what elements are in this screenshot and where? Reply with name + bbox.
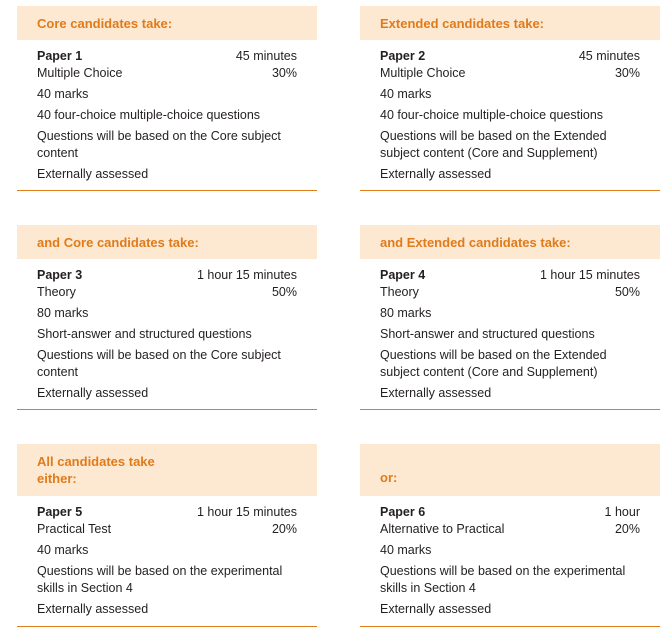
paper-type: Theory <box>380 285 419 299</box>
panel-header: and Core candidates take: <box>17 225 317 259</box>
paper-description: 40 four-choice multiple-choice questions <box>380 108 604 122</box>
paper-type: Practical Test <box>37 522 112 536</box>
paper-weight: 20% <box>271 522 297 536</box>
panel-header <box>17 444 317 496</box>
paper-type: Multiple Choice <box>380 66 466 80</box>
paper-basis-line-2: subject content (Core and Supplement) <box>380 146 598 160</box>
paper-assessment: Externally assessed <box>380 602 492 616</box>
paper-duration: 45 minutes <box>578 49 640 63</box>
paper-description: 40 four-choice multiple-choice questions <box>37 108 261 122</box>
paper-weight: 30% <box>614 66 640 80</box>
paper-title: Paper 3 <box>37 268 83 282</box>
paper-basis-line-1: Questions will be based on the experimental <box>380 564 626 578</box>
paper-4-panel <box>360 225 660 402</box>
panel-header: or: <box>360 444 660 496</box>
paper-6-panel <box>360 444 660 618</box>
divider <box>17 409 317 410</box>
panel-header: Extended candidates take: <box>360 6 660 40</box>
paper-basis-line-2: skills in Section 4 <box>380 581 476 595</box>
paper-assessment: Externally assessed <box>37 602 149 616</box>
divider <box>360 409 660 410</box>
paper-1-panel <box>17 6 317 183</box>
paper-duration: 1 hour 15 minutes <box>196 268 297 282</box>
paper-assessment: Externally assessed <box>380 386 492 400</box>
divider <box>17 626 317 627</box>
paper-weight: 30% <box>271 66 297 80</box>
paper-title: Paper 6 <box>380 505 426 519</box>
paper-basis-line-1: Questions will be based on the Extended <box>380 129 607 143</box>
paper-basis-line-2: content <box>37 365 79 379</box>
paper-basis-line-1: Questions will be based on the Core subject <box>37 348 281 362</box>
paper-basis-line-1: Questions will be based on the Extended <box>380 348 607 362</box>
paper-weight: 50% <box>271 285 297 299</box>
paper-weight: 50% <box>614 285 640 299</box>
panel-header-line-1: All candidates take <box>37 454 155 469</box>
paper-type: Theory <box>37 285 76 299</box>
paper-type: Alternative to Practical <box>380 522 505 536</box>
paper-marks: 40 marks <box>37 543 89 557</box>
panel-header: and Extended candidates take: <box>360 225 660 259</box>
paper-marks: 40 marks <box>37 87 89 101</box>
paper-3-panel <box>17 225 317 402</box>
paper-title: Paper 4 <box>380 268 426 282</box>
paper-assessment: Externally assessed <box>37 386 149 400</box>
paper-weight: 20% <box>614 522 640 536</box>
paper-basis-line-1: Questions will be based on the experimental <box>37 564 283 578</box>
paper-description: Short-answer and structured questions <box>37 327 252 341</box>
divider <box>17 190 317 191</box>
paper-assessment: Externally assessed <box>380 167 492 181</box>
paper-assessment: Externally assessed <box>37 167 149 181</box>
panel-header-line-2: either: <box>37 471 77 486</box>
paper-basis-line-2: skills in Section 4 <box>37 581 133 595</box>
paper-marks: 40 marks <box>380 543 432 557</box>
paper-duration: 1 hour <box>604 505 640 519</box>
paper-2-panel <box>360 6 660 183</box>
paper-marks: 80 marks <box>380 306 432 320</box>
paper-marks: 40 marks <box>380 87 432 101</box>
paper-basis-line-2: content <box>37 146 79 160</box>
paper-marks: 80 marks <box>37 306 89 320</box>
paper-title: Paper 5 <box>37 505 83 519</box>
paper-5-panel <box>17 444 317 618</box>
paper-title: Paper 1 <box>37 49 83 63</box>
paper-type: Multiple Choice <box>37 66 123 80</box>
paper-duration: 1 hour 15 minutes <box>539 268 640 282</box>
divider <box>360 190 660 191</box>
paper-description: Short-answer and structured questions <box>380 327 595 341</box>
paper-basis-line-2: subject content (Core and Supplement) <box>380 365 598 379</box>
paper-duration: 1 hour 15 minutes <box>196 505 297 519</box>
divider <box>360 626 660 627</box>
paper-duration: 45 minutes <box>235 49 297 63</box>
panel-header: Core candidates take: <box>17 6 317 40</box>
paper-title: Paper 2 <box>380 49 426 63</box>
paper-basis-line-1: Questions will be based on the Core subject <box>37 129 281 143</box>
